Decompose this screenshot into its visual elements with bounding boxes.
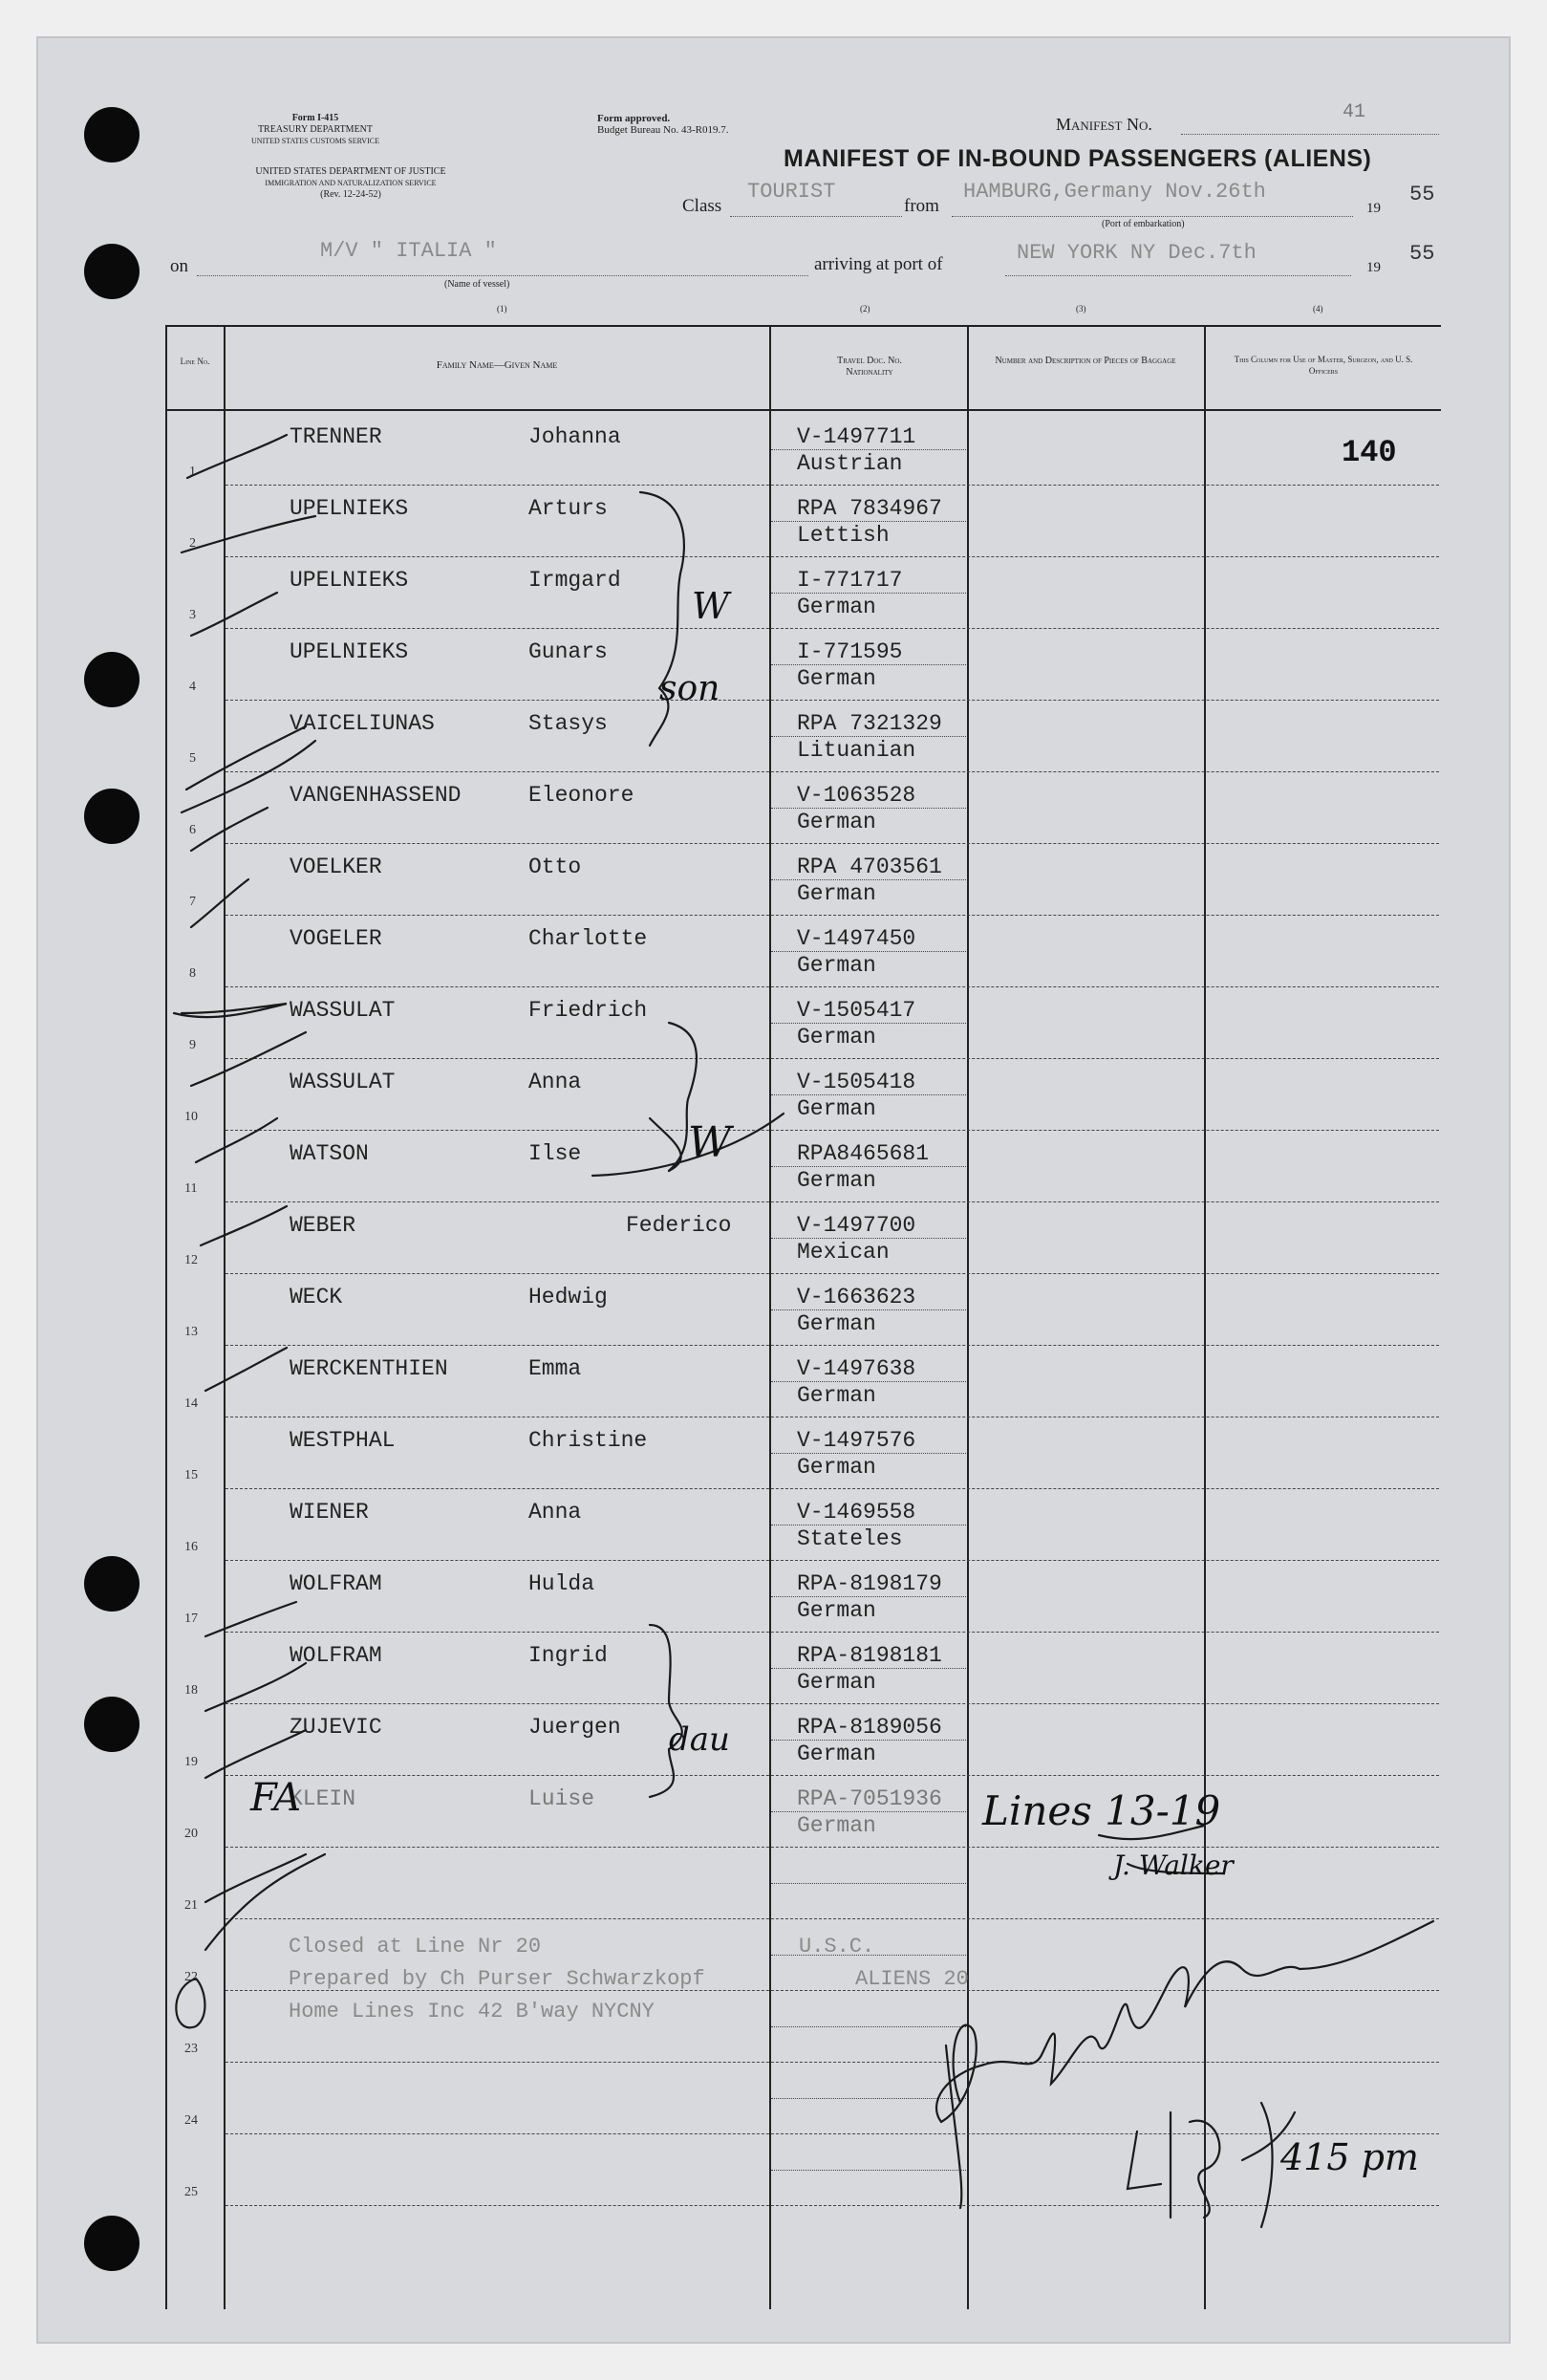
- hand-note-w1: W: [692, 585, 730, 627]
- passenger-nationality: German: [797, 810, 876, 834]
- class-label: Class: [682, 196, 722, 216]
- class-value: TOURIST: [747, 180, 836, 204]
- manifest-no-value: 41: [1343, 101, 1366, 123]
- passenger-family-name: UPELNIEKS: [290, 496, 409, 521]
- passenger-nationality: Stateles: [797, 1526, 903, 1551]
- passenger-nationality: German: [797, 881, 876, 906]
- col-header-name: Family Name—Given Name: [436, 359, 558, 371]
- line-number: 12: [184, 1253, 198, 1267]
- passenger-family-name: WASSULAT: [290, 998, 396, 1023]
- line-number: 13: [184, 1325, 198, 1339]
- passenger-nationality: German: [797, 1670, 876, 1695]
- passenger-given-name: Ilse: [528, 1141, 582, 1166]
- form-number: Form I-415: [291, 113, 339, 123]
- passenger-travel-doc: V-1063528: [797, 783, 916, 808]
- passenger-given-name: Eleonore: [528, 783, 634, 808]
- closing-line-2: Prepared by Ch Purser Schwarzkopf: [289, 1967, 705, 1991]
- passenger-given-name: Hedwig: [528, 1285, 608, 1309]
- passenger-given-name: Emma: [528, 1356, 582, 1381]
- passenger-family-name: WOLFRAM: [290, 1643, 382, 1668]
- passenger-nationality: German: [797, 595, 876, 619]
- officer-count: 140: [1342, 435, 1397, 470]
- passenger-travel-doc: RPA 7834967: [797, 496, 942, 521]
- vessel-name: M/V " ITALIA ": [320, 239, 497, 263]
- passenger-nationality: German: [797, 1311, 876, 1336]
- passenger-nationality: German: [797, 1598, 876, 1623]
- line-number: 5: [189, 751, 196, 766]
- col-num-4: (4): [1313, 304, 1323, 314]
- line-number: 19: [184, 1755, 198, 1769]
- closing-aliens: ALIENS 20: [855, 1967, 969, 1991]
- passenger-family-name: KLEIN: [290, 1786, 356, 1811]
- line-number: 3: [189, 608, 196, 622]
- arrival-value: NEW YORK NY Dec.7th: [1017, 241, 1257, 265]
- passenger-nationality: German: [797, 1025, 876, 1049]
- line-number: 24: [184, 2113, 198, 2128]
- passenger-family-name: VOELKER: [290, 855, 382, 879]
- passenger-family-name: TRENNER: [290, 424, 382, 449]
- passenger-nationality: German: [797, 1813, 876, 1838]
- passenger-given-name: Stasys: [528, 711, 608, 736]
- form-revision: (Rev. 12-24-52): [320, 189, 381, 200]
- department-treasury-sub: UNITED STATES CUSTOMS SERVICE: [251, 137, 379, 145]
- col-num-3: (3): [1076, 304, 1086, 314]
- passenger-nationality: German: [797, 1383, 876, 1408]
- line-number: 8: [189, 966, 196, 981]
- passenger-travel-doc: V-1497638: [797, 1356, 916, 1381]
- col-num-2: (2): [860, 304, 870, 314]
- line-number: 1: [189, 465, 196, 479]
- department-treasury: TREASURY DEPARTMENT: [257, 124, 374, 135]
- col-num-1: (1): [497, 304, 507, 314]
- line-number: 7: [189, 895, 196, 909]
- col-header-officers: This Column for Use of Master, Surgeon, and U. S. Officers: [1234, 355, 1413, 376]
- hand-note-time: 415 pm: [1280, 2136, 1419, 2178]
- passenger-travel-doc: RPA-7051936: [797, 1786, 942, 1811]
- line-number: 6: [189, 823, 196, 837]
- line-number: 25: [184, 2185, 198, 2199]
- line-number: 10: [184, 1110, 198, 1124]
- passenger-nationality: Mexican: [797, 1240, 890, 1265]
- passenger-family-name: WOLFRAM: [290, 1571, 382, 1596]
- year-prefix-1: 19: [1366, 201, 1381, 216]
- passenger-family-name: WEBER: [290, 1213, 356, 1238]
- passenger-family-name: WIENER: [290, 1500, 369, 1525]
- year-value-2: 55: [1409, 242, 1435, 266]
- passenger-travel-doc: RPA-8198179: [797, 1571, 942, 1596]
- passenger-travel-doc: RPA 7321329: [797, 711, 942, 736]
- passenger-given-name: Anna: [528, 1070, 582, 1094]
- passenger-travel-doc: V-1497450: [797, 926, 916, 951]
- line-number: 18: [184, 1683, 198, 1698]
- passenger-travel-doc: V-1497711: [797, 424, 916, 449]
- vessel-name-label: (Name of vessel): [444, 279, 510, 290]
- from-label: from: [904, 196, 939, 216]
- passenger-family-name: UPELNIEKS: [290, 568, 409, 593]
- hand-note-initials: J. Walker: [1113, 1850, 1234, 1881]
- passenger-given-name: Arturs: [528, 496, 608, 521]
- passenger-given-name: Irmgard: [528, 568, 621, 593]
- passenger-family-name: VOGELER: [290, 926, 382, 951]
- closing-usc: U.S.C.: [799, 1935, 875, 1958]
- hand-note-dau: dau: [669, 1720, 730, 1759]
- passenger-travel-doc: RPA8465681: [797, 1141, 930, 1166]
- arriving-label: arriving at port of: [814, 254, 943, 274]
- passenger-travel-doc: RPA-8198181: [797, 1643, 942, 1668]
- col-header-line: Line No.: [180, 357, 210, 366]
- passenger-nationality: German: [797, 953, 876, 978]
- manifest-title: MANIFEST OF IN-BOUND PASSENGERS (ALIENS): [784, 145, 1372, 172]
- passenger-nationality: German: [797, 666, 876, 691]
- passenger-nationality: Austrian: [797, 451, 903, 476]
- passenger-family-name: WERCKENTHIEN: [290, 1356, 448, 1381]
- passenger-family-name: VANGENHASSEND: [290, 783, 462, 808]
- passenger-nationality: Lettish: [797, 523, 890, 548]
- manifest-no-label: Manifest No.: [1056, 115, 1152, 134]
- passenger-nationality: German: [797, 1742, 876, 1766]
- passenger-travel-doc: I-771717: [797, 568, 903, 593]
- budget-bureau: Budget Bureau No. 43-R019.7.: [597, 124, 729, 136]
- passenger-travel-doc: RPA 4703561: [797, 855, 942, 879]
- passenger-travel-doc: V-1469558: [797, 1500, 916, 1525]
- passenger-given-name: Otto: [528, 855, 582, 879]
- passenger-given-name: Juergen: [528, 1715, 621, 1740]
- passenger-family-name: WESTPHAL: [290, 1428, 396, 1453]
- department-justice-sub: IMMIGRATION AND NATURALIZATION SERVICE: [265, 179, 437, 187]
- from-value: HAMBURG,Germany Nov.26th: [963, 180, 1266, 204]
- passenger-travel-doc: V-1505417: [797, 998, 916, 1023]
- passenger-nationality: German: [797, 1096, 876, 1121]
- hand-note-w2: W: [688, 1118, 732, 1167]
- passenger-nationality: Lituanian: [797, 738, 916, 763]
- passenger-family-name: VAICELIUNAS: [290, 711, 435, 736]
- passenger-travel-doc: V-1497700: [797, 1213, 916, 1238]
- col-header-travel: Travel Doc. No. Nationality: [837, 356, 902, 378]
- hand-note-fa: FA: [250, 1776, 302, 1820]
- passenger-travel-doc: RPA-8189056: [797, 1715, 942, 1740]
- passenger-given-name: Ingrid: [528, 1643, 608, 1668]
- line-number: 14: [184, 1396, 198, 1411]
- passenger-family-name: WATSON: [290, 1141, 369, 1166]
- line-number: 17: [184, 1612, 198, 1626]
- passenger-given-name: Friedrich: [528, 998, 648, 1023]
- year-value-1: 55: [1409, 183, 1435, 206]
- line-number: 16: [184, 1540, 198, 1554]
- passenger-travel-doc: V-1505418: [797, 1070, 916, 1094]
- passenger-given-name: Federico: [626, 1213, 732, 1238]
- line-number: 21: [184, 1898, 198, 1913]
- line-number: 4: [189, 680, 196, 694]
- line-number: 22: [184, 1970, 198, 1984]
- line-number: 23: [184, 2042, 198, 2056]
- passenger-given-name: Christine: [528, 1428, 648, 1453]
- passenger-given-name: Johanna: [528, 424, 621, 449]
- passenger-family-name: WASSULAT: [290, 1070, 396, 1094]
- closing-line-3: Home Lines Inc 42 B'way NYCNY: [289, 2000, 655, 2023]
- year-prefix-2: 19: [1366, 260, 1381, 275]
- passenger-given-name: Hulda: [528, 1571, 595, 1596]
- hand-note-son: son: [659, 669, 720, 708]
- line-number: 9: [189, 1038, 196, 1052]
- line-number: 15: [184, 1468, 198, 1482]
- passenger-given-name: Luise: [528, 1786, 595, 1811]
- passenger-given-name: Gunars: [528, 639, 608, 664]
- col-header-baggage: Number and Description of Pieces of Baggage: [995, 356, 1176, 366]
- line-number: 11: [184, 1181, 198, 1196]
- passenger-nationality: German: [797, 1168, 876, 1193]
- passenger-given-name: Anna: [528, 1500, 582, 1525]
- passenger-family-name: ZUJEVIC: [290, 1715, 382, 1740]
- line-number: 20: [184, 1827, 198, 1841]
- passenger-given-name: Charlotte: [528, 926, 648, 951]
- line-number: 2: [189, 536, 196, 551]
- passenger-family-name: WECK: [290, 1285, 343, 1309]
- passenger-nationality: German: [797, 1455, 876, 1480]
- passenger-family-name: UPELNIEKS: [290, 639, 409, 664]
- port-embark-label: (Port of embarkation): [1102, 219, 1185, 229]
- closing-line-1: Closed at Line Nr 20: [289, 1935, 542, 1958]
- hand-note-lines: Lines 13-19: [982, 1787, 1221, 1834]
- passenger-travel-doc: V-1663623: [797, 1285, 916, 1309]
- department-justice: UNITED STATES DEPARTMENT OF JUSTICE: [255, 166, 446, 177]
- form-approved: Form approved.: [597, 113, 671, 124]
- passenger-travel-doc: V-1497576: [797, 1428, 916, 1453]
- passenger-travel-doc: I-771595: [797, 639, 903, 664]
- on-label: on: [170, 256, 188, 276]
